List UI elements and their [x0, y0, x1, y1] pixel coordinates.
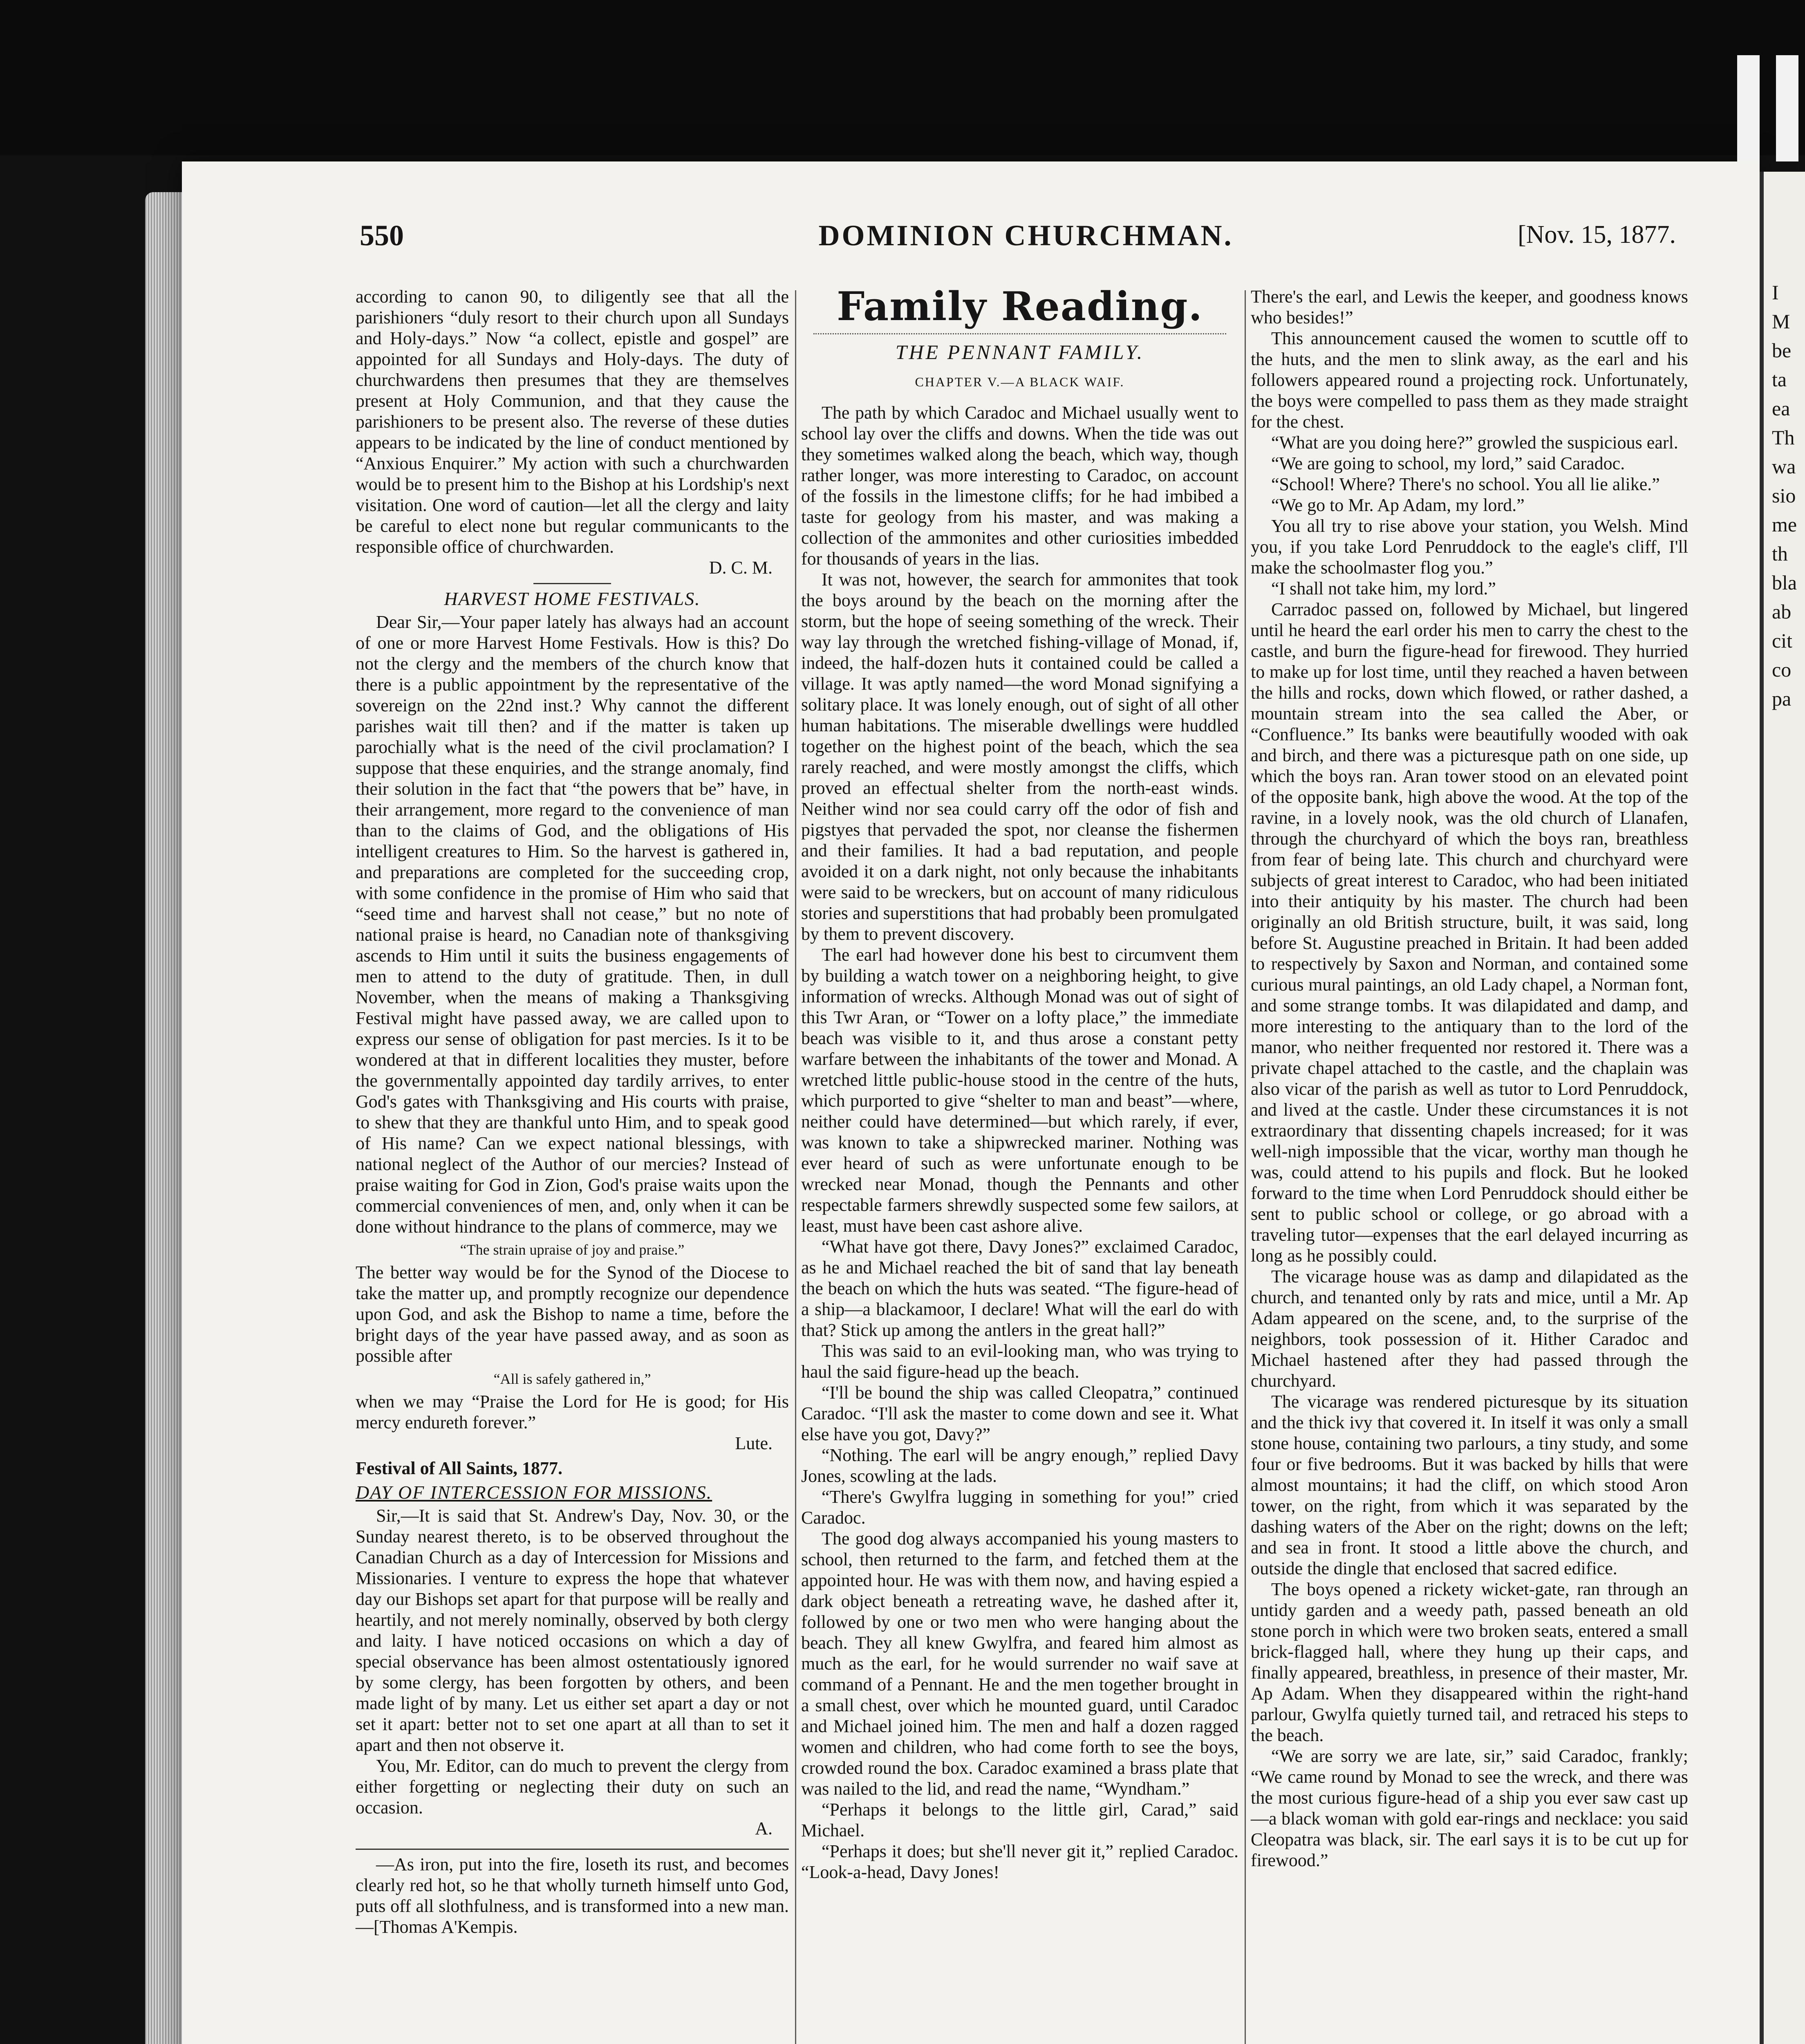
journal-title: DOMINION CHURCHMAN. [818, 219, 1234, 252]
family-reading-heading: Family Reading. [837, 283, 1203, 329]
dotted-rule [813, 333, 1226, 334]
divider [356, 1849, 789, 1850]
story-paragraph: The vicarage was rendered picturesque by its situation and the thick ivy that covered it. In itself it was only a small stone house, containing two parlours, a tiny study, and some four or five bedrooms. But it was backed by hills that were almost mountains; it had the cliff, on which stood Aron tower, on the right, from which it was separated by the dashing waters of the Aber on the right; downs on the left; and sea in front. It stood a little above the church, and outside the dingle that enclosed that sacred edifice. [1251, 1392, 1688, 1578]
harvest-letter-continued: The better way would be for the Synod of the Diocese to take the matter up, and promptly recognize our dependence upon God, and ask the Bishop to name a time, before the bright days of the year have passed away, and as soon as possible after [356, 1262, 789, 1366]
chapter-heading: CHAPTER V.—A BLACK WAIF. [915, 374, 1125, 389]
story-paragraph: The earl had however done his best to circumvent them by building a watch tower on a neighboring height, to give information of wrecks. Although Monad was out of sight of this Twr Aran, or “Tower on a lofty place,” the immediate beach was visible to it, and thus arose a constant petty warfare between the inhabitants of the tower and Monad. A wretched little public-house stood in the centre of the huts, which purported to give “shelter to man and beast”—where, neither could have determined—but which rarely, if ever, was known to take a shipwrecked mariner. Nothing was ever heard of such as were unfortunate enough to be wrecked near Monad, though the Pennants and other respectable farmers shrewdly suspected some few sailors, at least, must have been cast ashore alive. [801, 945, 1238, 1236]
adjacent-page-fragment: ta [1772, 368, 1787, 391]
story-paragraph: “We are sorry we are late, sir,” said Caradoc, frankly; “We came round by Monad to see the wreck, and there was the most curious figure-head of a ship you ever saw cast up—a black woman with gold ear-rings and necklace: you said Cleopatra was black, sir. The earl says it is to be cut up for firewood.” [1251, 1746, 1688, 1870]
story-paragraph: This announcement caused the women to scuttle off to the huts, and the men to slink away, as the earl and his followers appeared round a projecting rock. Unfortunately, the boys were compelled to pass them as they made straight for the chest. [1251, 328, 1688, 432]
adjacent-page-fragment: bla [1772, 571, 1797, 594]
adjacent-page-fragment: me [1772, 513, 1797, 536]
adjacent-page-fragment: ea [1772, 397, 1790, 420]
adjacent-page-fragment: sio [1772, 484, 1796, 507]
story-paragraph: “What are you doing here?” growled the suspicious earl. [1271, 433, 1678, 453]
story-paragraph: There's the earl, and Lewis the keeper, and goodness knows who besides!” [1251, 287, 1688, 327]
intercession-letter-closing: You, Mr. Editor, can do much to prevent the clergy from either forgetting or neglecting their duty on such an occasion. [356, 1756, 789, 1818]
adjacent-page-fragment: be [1772, 339, 1792, 362]
scanner-background-top [0, 0, 1805, 155]
adjacent-page-fragment: Th [1772, 426, 1795, 449]
story-paragraph: You all try to rise above your station, you Welsh. Mind you, if you take Lord Penruddock to the eagle's cliff, I'll make the schoolmaster flog you.” [1251, 516, 1688, 578]
story-paragraph: “Nothing. The earl will be angry enough,” replied Davy Jones, scowling at the lads. [801, 1445, 1238, 1486]
story-paragraph: The boys opened a rickety wicket-gate, ran through an untidy garden and a weedy path, passed beneath an old stone porch in which were two broken seats, entered a small brick-flagged hall, where they hung up their caps, and finally appeared, breathless, in presence of their master, Mr. Ap Adam. When they disappeared within the right-hand parlour, Gwylfa quietly turned tail, and retraced his steps to the beach. [1251, 1579, 1688, 1745]
letter-churchwardens-text: according to canon 90, to diligently see that all the parishioners “duly resort to their church upon all Sundays and Holy-days.” Now “a collect, epistle and gospel” are appointed for all Sundays and Holy-days. The duty of churchwardens then presumes that they are themselves present at Holy Communion, and that they cause the parishioners to be present also. The reverse of these duties appears to be indicated by the line of conduct mentioned by “Anxious Enquirer.” My action with such a churchwarden would be to present him to the Bishop at his Lordship's next visitation. One word of caution—let all the clergy and laity be careful to elect none but regular communicants to the responsible office of churchwarden. [356, 287, 789, 557]
column-story-continued [1251, 286, 1688, 1871]
scan-marker-top-right [1776, 55, 1798, 161]
scan-marker-top-left [1737, 55, 1760, 161]
story-paragraph: “I'll be bound the ship was called Cleopatra,” continued Caradoc. “I'll ask the master to come down and see it. What else have you got, Davy?” [801, 1383, 1238, 1444]
section-heading-harvest: HARVEST HOME FESTIVALS. [444, 588, 701, 609]
story-paragraph: “School! Where? There's no school. You all lie alike.” [1271, 474, 1660, 494]
adjacent-page-fragment: cit [1772, 629, 1792, 652]
adjacent-page-fragment: th [1772, 542, 1788, 565]
issue-date: [Nov. 15, 1877. [1518, 221, 1676, 249]
story-paragraph: “I shall not take him, my lord.” [1271, 578, 1496, 598]
adjacent-page-edge [1760, 172, 1805, 2044]
story-paragraph: It was not, however, the search for ammonites that took the boys around by the beach on the morning after the storm, but the hope of seeing something of the wreck. Their way lay through the wretched fishing-village of Monad, if, indeed, the half-dozen huts it contained could be called a village. It was aptly named—the word Monad signifying a solitary place. It was lonely enough, out of sight of all other human habitations. The miserable dwellings were huddled together on the highest point of the beach, which the sea rarely reached, and were mostly amongst the cliffs, which proved an effectual shelter from the north-east winds. Neither wind nor sea could carry off the odor of fish and pigstyes that pervaded the spot, nor cleanse the fishermen and their families. It had a bad reputation, and people avoided it on a dark night, not only because the inhabitants were said to be wreckers, but on account of many ridiculous stories and superstitions that had probably been promulgated by them to prevent discovery. [801, 569, 1238, 944]
adjacent-page-fragment: wa [1772, 455, 1796, 478]
story-paragraph: “What have got there, Davy Jones?” exclaimed Caradoc, as he and Michael reached the bit of sand that lay beneath the beach on which the huts was seated. “The figure-head of a ship—a blackamoor, I declare! What will the earl do with that? Stick up among the antlers in the great hall?” [801, 1237, 1238, 1340]
adjacent-page-fragment: I [1772, 281, 1779, 304]
adjacent-page-fragment: co [1772, 658, 1792, 681]
harvest-letter-text: Dear Sir,—Your paper lately has always had an account of one or more Harvest Home Festivals. How is this? Do not the clergy and the members of the church know that there is a public appointment by the representative of the sovereign on the 22nd inst.? Why cannot the different parishes wait till then? and if the matter is taken up parochially what is the need of the civil proclamation? I suppose that these enquiries, and the strange anomaly, find their solution in the fact that “the powers that be” have, in their arrangement, more regard to the convenience of man than to the claims of God, and the obligations of His intelligent creatures to Him. So the harvest is gathered in, and preparations are completed for the succeeding crop, with some confidence in the promise of Him who said that “seed time and harvest shall not cease,” but no note of national praise is heard, no Canadian note of thanksgiving ascends to Him until it suits the business engagements of men to attend to the duty of gratitude. Then, in dull November, when the means of making a Thanksgiving Festival might have passed away, we are called upon to express our sense of obligation for past mercies. Is it to be wondered at that in different localities they muster, before the governmentally appointed day tardily arrives, to enter God's gates with Thanksgiving and His courts with praise, to shew that they are thankful unto Him, and to speak good of His name? Can we expect national blessings, with national neglect of the Author of our mercies? Instead of praise waiting for God in Zion, God's praise waits upon the commercial conveniences of men, and, only when it can be done without hindrance to the plans of commerce, may we [356, 612, 789, 1237]
adjacent-page-fragment: M [1772, 310, 1790, 333]
story-paragraph: “Perhaps it belongs to the little girl, Carad,” said Michael. [801, 1800, 1238, 1840]
festival-dateline: Festival of All Saints, 1877. [356, 1458, 563, 1478]
story-paragraph: “We go to Mr. Ap Adam, my lord.” [1271, 495, 1525, 515]
story-paragraph: This was said to an evil-looking man, who was trying to haul the said figure-head up the beach. [801, 1341, 1238, 1382]
intercession-signature: A. [755, 1818, 773, 1838]
harvest-quote: “The strain upraise of joy and praise.” [460, 1242, 685, 1258]
column-family-reading [801, 283, 1238, 1883]
story-paragraph: “Perhaps it does; but she'll never git it,” replied Caradoc. “Look-a-head, Davy Jones! [801, 1841, 1238, 1882]
story-paragraph: The path by which Caradoc and Michael usually went to school lay over the cliffs and downs. When the tide was out they sometimes walked along the beach, which way, though rather longer, was more interesting to Caradoc, on account of the fossils in the limestone cliffs; for he had imbibed a taste for geology from his master, and was making a collection of the ammonites and other curiosities imbedded for thousands of years in the lias. [801, 403, 1238, 569]
story-paragraph: The vicarage house was as damp and dilapidated as the church, and tenanted only by rats and mice, until a Mr. Ap Adam appeared on the scene, and, to the surprise of the neighbors, took possession of it. Hither Caradoc and Michael hastened after they had passed through the churchyard. [1251, 1266, 1688, 1391]
page-number: 550 [360, 219, 404, 252]
intercession-letter-text: Sir,—It is said that St. Andrew's Day, Nov. 30, or the Sunday nearest thereto, is to be observed throughout the Canadian Church as a day of Intercession for Missions and Missionaries. I venture to express the hope that whatever day our Bishops set apart for that purpose will be really and heartily, and not merely nominally, observed by both clergy and laity. I have noticed occasions on which a day of special observance has been almost ostentatiously ignored by some clergy, has been forgotten by others, and been made light of by many. Let us either set apart a day or not set it apart: better not to set one apart at all than to set it apart and then not observe it. [356, 1506, 789, 1755]
story-paragraph: “There's Gwylfra lugging in something for you!” cried Caradoc. [801, 1487, 1238, 1528]
column-rule-2 [1245, 290, 1246, 2044]
harvest-signature: Lute. [735, 1433, 773, 1453]
kempis-quote: —As iron, put into the fire, loseth its rust, and becomes clearly red hot, so he that wholly turneth himself unto God, puts off all slothfulness, and is transformed into a new man.—[Thomas A'Kempis. [356, 1854, 789, 1937]
page-header [360, 219, 1692, 264]
separator [533, 583, 611, 584]
section-heading-intercession: DAY OF INTERCESSION FOR MISSIONS. [356, 1482, 712, 1503]
adjacent-page-fragment: ab [1772, 600, 1792, 623]
adjacent-page-fragment: pa [1772, 687, 1792, 710]
story-paragraph: Carradoc passed on, followed by Michael, but lingered until he heard the earl order his men to carry the chest to the castle, and burn the figure-head for firewood. They hurried to make up for lost time, until they reached a haven between the hills and rocks, down which flowed, or rather dashed, a mountain stream into the sea called the Aber, or “Confluence.” Its banks were beautifully wooded with oak and birch, and there was a picturesque path on one side, up which the boys ran. Aran tower stood on an elevated point of the opposite bank, high above the wood. At the top of the ravine, in a lovely nook, was the old church of Llanafen, through the churchyard of which the boys ran, breathless from fear of being late. This church and churchyard were subjects of great interest to Caradoc, who had been initiated into their antiquity by his master. The church had been originally an old British structure, built, it was said, long before St. Augustine preached in Britain. It had been added to respectively by Saxon and Norman, and contained some curious mural paintings, an old Lady chapel, a Norman font, and some strange tombs. It was dilapidated and damp, and more interesting to the antiquary than to the lord of the manor, who neither frequented nor restored it. There was a private chapel attached to the castle, and the chaplain was also vicar of the parish as well as tutor to Lord Penruddock, and lived at the castle. Under these circumstances it is not extraordinary that dissenting chapels increased; for it was well-nigh impossible that the vicar, worthy man though he was, could attend to his pupils and flock. But he looked forward to the time when Lord Penruddock should either be sent to public school or college, or go abroad with a traveling tutor—expenses that the earl delayed incurring as long as he possibly could. [1251, 599, 1688, 1266]
letter-signature: D. C. M. [709, 558, 773, 578]
harvest-letter-closing: when we may “Praise the Lord for He is good; for His mercy endureth forever.” [356, 1392, 789, 1432]
harvest-quote-2: “All is safely gathered in,” [493, 1371, 651, 1387]
story-title: THE PENNANT FAMILY. [895, 341, 1144, 363]
column-rule-1 [795, 290, 796, 2044]
story-paragraph: “We are going to school, my lord,” said Caradoc. [1271, 453, 1625, 473]
column-letters [356, 286, 789, 1937]
story-paragraph: The good dog always accompanied his young masters to school, then returned to the farm, and fetched them at the appointed hour. He was with them now, and having espied a dark object beneath a retreating wave, he dashed after it, followed by one or two men who were hanging about the beach. They all knew Gwylfra, and feared him almost as much as the earl, for he would surrender no waif save at command of a Pennant. He and the men together brought in a small chest, over which he mounted guard, until Caradoc and Michael joined him. The men and half a dozen ragged women and children, who had come forth to see the boys, crowded round the box. Caradoc examined a brass plate that was nailed to the lid, and read the name, “Wyndham.” [801, 1529, 1238, 1799]
